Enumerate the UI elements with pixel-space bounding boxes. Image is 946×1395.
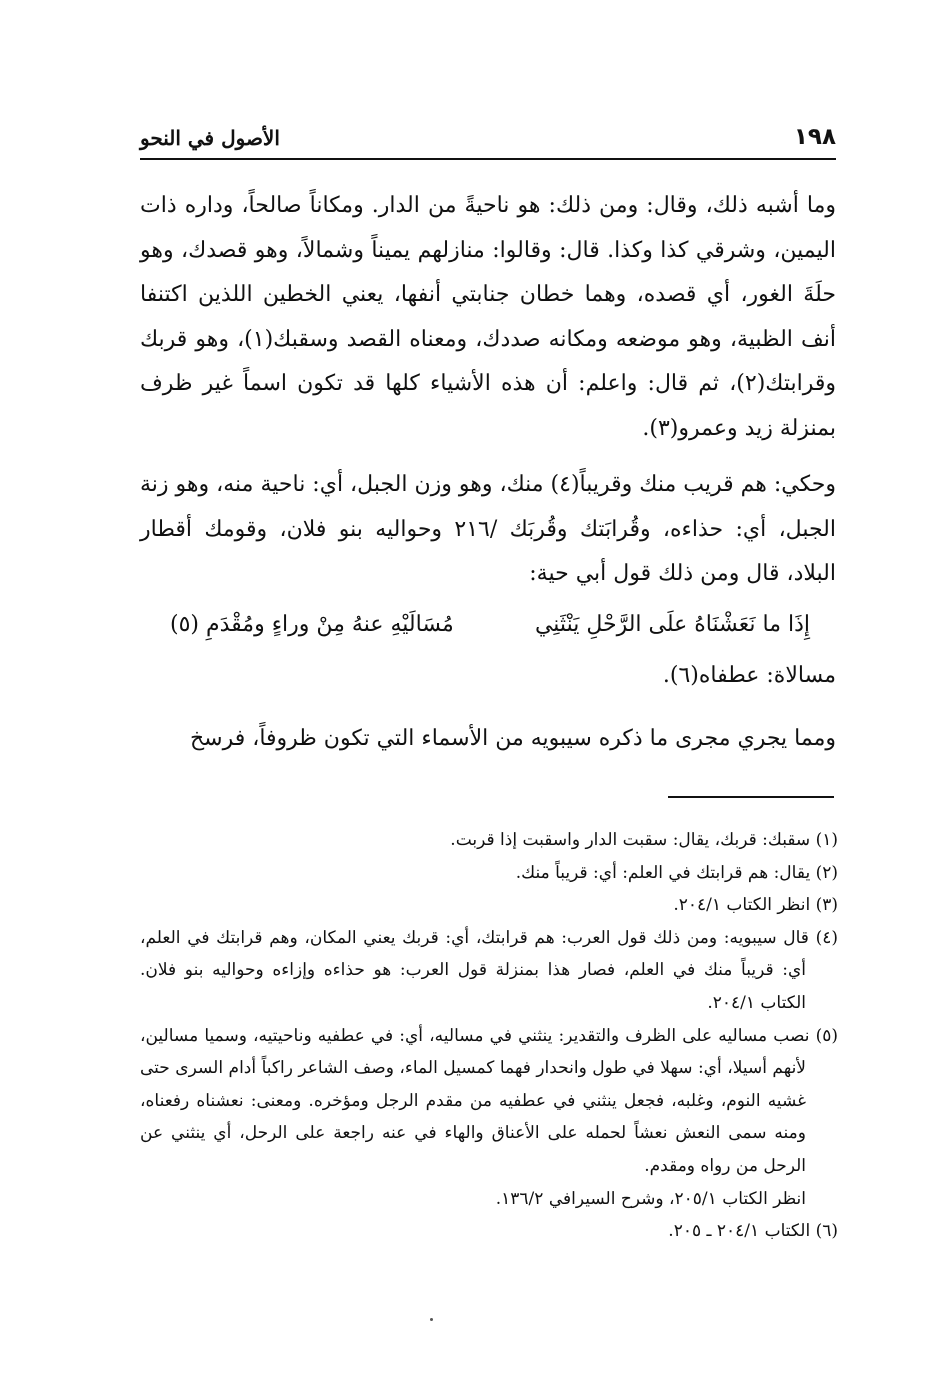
poetry-verse (170, 597, 810, 653)
running-title: الأصول في النحو (140, 126, 280, 150)
verse-second-hemistich: مُسَالَيْهِ عنهُ مِنْ وراءٍ ومُقْدَمِ (٥) (170, 611, 454, 637)
footnote-separator (668, 796, 834, 798)
footnote: (٢) يقال: هم قرابتك في العلم: أي: قريباً منك. (515, 862, 838, 883)
footnote: (٦) الكتاب ٢٠٤/١ ـ ٢٠٥. (668, 1221, 838, 1242)
paragraph: وحكي: هم قريب منك وقريباً(٤) منك، وهو وزن الجبل، أي: ناحية منه، وهو زنة الجبل، أي: حذاءه، وقُرابَتك وقُربَك /٢١٦ وحواليه بنو فلان، وقومك أقطار البلاد، قال ومن ذلك قول أبي حية: (140, 472, 836, 586)
page-header (140, 124, 836, 160)
footnotes (140, 824, 838, 1248)
paragraph: وما أشبه ذلك، وقال: ومن ذلك: هو ناحيةً من الدار. ومكاناً صالحاً، وداره ذات اليمين، وشرقي كذا وكذا. قال: وقالوا: منازلهم يميناً وشمالاً، وهو قصدك، وهو حلَةَ الغور، أي قصده، وهما خطان جنابتي أنفها، يعني الخطين اللذين اكتنفا أنف الظبية، وهو موضعه ومكانه صددك، ومعناه القصد وسقبك(١)، وهو قربك وقرابتك(٢)، ثم قال: واعلم: أن هذه الأشياء كلها قد تكون اسماً غير ظرف بمنزلة زيد وعمرو(٣). (140, 193, 836, 441)
footnote: (٥) نصب مساليه على الظرف والتقدير: ينثني في مساليه، أي: في عطفيه وناحيتيه، وسميا مسالين، لأنهم أسيلا، أي: سهلا في طول وانحدار فهما كمسيل الماء، وصف الشاعر راكباً أدام السرى حتى غشيه النوم، وغلبه، فجعل ينثني في عطفيه من مقدم الرجل ومؤخره. ومعنى: نعشناه رفعناه، ومنه سمى النعش نعشاً لحمله على الأعناق والهاء في عنه راجعة على الرحل، أي ينثني عن الرحل من رواه ومقدم. (140, 1025, 838, 1176)
footnote: (٤) قال سيبويه: ومن ذلك قول العرب: هم قرابتك، أي: قربك يعني المكان، وهم قرابتك في العلم، أي: قريباً منك في العلم، فصار هذا بمنزلة قول العرب: هو حذاءه وإزاءه وحواليه بنو فلان. الكتاب ٢٠٤/١. (140, 927, 838, 1013)
verse-gloss: مسالاة: عطفاه(٦). (662, 662, 836, 688)
main-text (140, 184, 836, 761)
footnote: (٣) انظر الكتاب ٢٠٤/١. (673, 895, 838, 916)
verse-first-hemistich: إِذَا ما نَعَشْنَاهُ علَى الرَّحْلِ يَنْثَنِي (534, 611, 810, 637)
paragraph: ومما يجري مجرى ما ذكره سيبويه من الأسماء التي تكون ظروفاً، فرسخ (189, 725, 836, 751)
footnote-continuation: انظر الكتاب ٢٠٥/١، وشرح السيرافي ١٣٦/٢. (495, 1188, 806, 1209)
scan-speck (430, 1318, 433, 1321)
footnote: (١) سقبك: قربك، يقال: سقبت الدار واسقبت إذا قربت. (450, 830, 838, 850)
page-number: ١٩٨ (793, 124, 836, 150)
